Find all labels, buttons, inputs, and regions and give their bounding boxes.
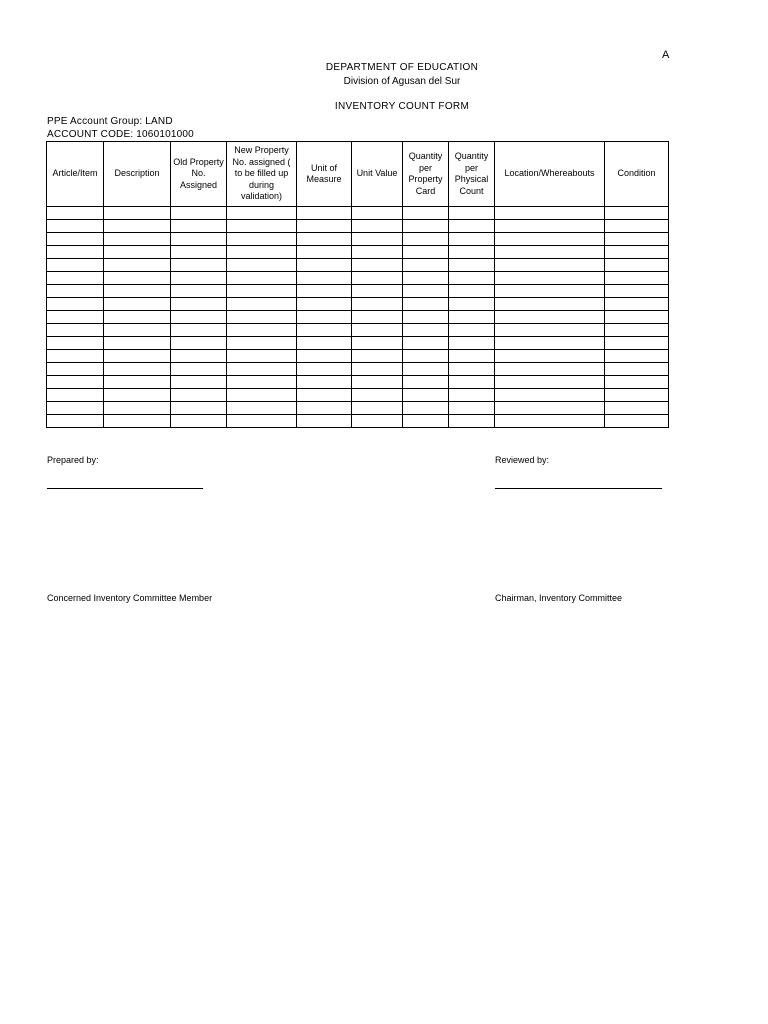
table-cell	[605, 259, 669, 272]
table-cell	[47, 233, 104, 246]
table-row	[47, 402, 669, 415]
table-cell	[352, 272, 403, 285]
table-cell	[47, 285, 104, 298]
table-cell	[104, 337, 171, 350]
table-cell	[297, 220, 352, 233]
reviewed-by-label: Reviewed by:	[495, 455, 550, 465]
table-cell	[403, 389, 449, 402]
table-cell	[104, 272, 171, 285]
table-cell	[495, 402, 605, 415]
table-cell	[449, 311, 495, 324]
table-cell	[297, 311, 352, 324]
table-cell	[227, 311, 297, 324]
col-qty-property-card: Quantity per Property Card	[403, 142, 449, 207]
table-cell	[104, 220, 171, 233]
table-cell	[605, 311, 669, 324]
col-unit-value: Unit Value	[352, 142, 403, 207]
table-cell	[171, 272, 227, 285]
table-cell	[449, 402, 495, 415]
table-cell	[47, 389, 104, 402]
table-header-row	[47, 142, 669, 207]
form-title: INVENTORY COUNT FORM	[334, 101, 470, 112]
table-cell	[47, 246, 104, 259]
table-cell	[104, 402, 171, 415]
table-cell	[352, 285, 403, 298]
table-cell	[449, 272, 495, 285]
table-cell	[352, 311, 403, 324]
table-cell	[449, 246, 495, 259]
table-cell	[297, 337, 352, 350]
table-cell	[297, 259, 352, 272]
table-cell	[605, 285, 669, 298]
table-cell	[47, 363, 104, 376]
table-cell	[297, 389, 352, 402]
table-cell	[605, 220, 669, 233]
table-cell	[352, 220, 403, 233]
table-cell	[104, 324, 171, 337]
table-cell	[352, 402, 403, 415]
table-row	[47, 363, 669, 376]
table-cell	[352, 337, 403, 350]
table-cell	[227, 285, 297, 298]
table-row	[47, 246, 669, 259]
table-cell	[495, 285, 605, 298]
table-cell	[352, 298, 403, 311]
table-cell	[47, 350, 104, 363]
table-cell	[227, 415, 297, 428]
table-cell	[47, 259, 104, 272]
table-cell	[227, 350, 297, 363]
table-cell	[495, 259, 605, 272]
table-cell	[449, 259, 495, 272]
table-row	[47, 272, 669, 285]
table-cell	[297, 233, 352, 246]
table-cell	[449, 337, 495, 350]
table-cell	[104, 376, 171, 389]
table-cell	[171, 337, 227, 350]
table-cell	[495, 376, 605, 389]
table-cell	[605, 415, 669, 428]
col-article-item: Article/Item	[47, 142, 104, 207]
table-cell	[47, 207, 104, 220]
table-cell	[352, 389, 403, 402]
table-cell	[171, 311, 227, 324]
table-cell	[297, 272, 352, 285]
table-cell	[605, 207, 669, 220]
table-cell	[403, 285, 449, 298]
table-cell	[403, 350, 449, 363]
table-cell	[495, 298, 605, 311]
table-cell	[297, 402, 352, 415]
table-row	[47, 376, 669, 389]
table-cell	[297, 207, 352, 220]
table-cell	[605, 298, 669, 311]
table-cell	[403, 324, 449, 337]
table-row	[47, 207, 669, 220]
table-cell	[495, 233, 605, 246]
table-cell	[449, 233, 495, 246]
col-qty-physical-count: Quantity per Physical Count	[449, 142, 495, 207]
table-cell	[495, 311, 605, 324]
col-new-property-no: New Property No. assigned ( to be filled up during validation)	[227, 142, 297, 207]
table-cell	[403, 233, 449, 246]
table-cell	[605, 376, 669, 389]
table-cell	[605, 272, 669, 285]
table-cell	[227, 233, 297, 246]
table-cell	[171, 259, 227, 272]
table-cell	[449, 220, 495, 233]
table-cell	[171, 298, 227, 311]
table-row	[47, 337, 669, 350]
table-cell	[449, 324, 495, 337]
table-cell	[227, 246, 297, 259]
table-cell	[47, 220, 104, 233]
table-cell	[47, 324, 104, 337]
table-cell	[605, 337, 669, 350]
table-cell	[171, 246, 227, 259]
table-cell	[171, 415, 227, 428]
table-cell	[47, 376, 104, 389]
table-cell	[403, 311, 449, 324]
table-row	[47, 285, 669, 298]
table-cell	[449, 285, 495, 298]
table-cell	[104, 207, 171, 220]
col-unit-of-measure: Unit of Measure	[297, 142, 352, 207]
table-cell	[352, 363, 403, 376]
table-cell	[495, 220, 605, 233]
table-cell	[171, 376, 227, 389]
table-cell	[227, 337, 297, 350]
table-row	[47, 220, 669, 233]
table-cell	[171, 220, 227, 233]
table-cell	[104, 246, 171, 259]
prepared-role: Concerned Inventory Committee Member	[47, 593, 213, 603]
table-row	[47, 311, 669, 324]
table-cell	[104, 298, 171, 311]
table-cell	[495, 207, 605, 220]
table-row	[47, 259, 669, 272]
table-cell	[227, 259, 297, 272]
table-row	[47, 233, 669, 246]
table-cell	[171, 207, 227, 220]
table-cell	[227, 324, 297, 337]
table-cell	[227, 220, 297, 233]
table-cell	[403, 376, 449, 389]
table-cell	[449, 376, 495, 389]
col-condition: Condition	[605, 142, 669, 207]
table-cell	[495, 389, 605, 402]
table-cell	[605, 350, 669, 363]
table-row	[47, 415, 669, 428]
table-cell	[47, 337, 104, 350]
table-cell	[47, 298, 104, 311]
table-cell	[227, 376, 297, 389]
table-cell	[171, 402, 227, 415]
table-cell	[403, 363, 449, 376]
table-cell	[605, 402, 669, 415]
table-cell	[227, 272, 297, 285]
table-row	[47, 389, 669, 402]
table-cell	[605, 389, 669, 402]
table-cell	[227, 298, 297, 311]
table-cell	[104, 311, 171, 324]
table-cell	[403, 220, 449, 233]
table-cell	[605, 233, 669, 246]
table-cell	[47, 402, 104, 415]
table-cell	[449, 350, 495, 363]
table-cell	[495, 363, 605, 376]
table-cell	[171, 285, 227, 298]
reviewed-signature-line	[495, 488, 662, 489]
inventory-table	[46, 141, 669, 428]
table-cell	[403, 259, 449, 272]
table-cell	[605, 324, 669, 337]
table-cell	[449, 389, 495, 402]
table-cell	[171, 363, 227, 376]
table-cell	[403, 272, 449, 285]
table-cell	[352, 259, 403, 272]
table-cell	[352, 246, 403, 259]
col-location: Location/Whereabouts	[495, 142, 605, 207]
table-cell	[171, 233, 227, 246]
table-cell	[104, 415, 171, 428]
table-cell	[605, 363, 669, 376]
table-cell	[297, 415, 352, 428]
table-cell	[403, 337, 449, 350]
table-cell	[352, 415, 403, 428]
table-cell	[104, 285, 171, 298]
table-cell	[297, 376, 352, 389]
table-cell	[297, 246, 352, 259]
table-cell	[297, 363, 352, 376]
table-cell	[104, 363, 171, 376]
table-cell	[403, 415, 449, 428]
prepared-by-label: Prepared by:	[47, 455, 99, 465]
table-cell	[297, 298, 352, 311]
table-cell	[403, 207, 449, 220]
table-cell	[227, 389, 297, 402]
table-cell	[495, 324, 605, 337]
prepared-signature-line	[47, 488, 203, 489]
table-cell	[403, 246, 449, 259]
table-cell	[449, 363, 495, 376]
table-cell	[297, 350, 352, 363]
table-cell	[352, 376, 403, 389]
table-cell	[495, 272, 605, 285]
account-group: PPE Account Group: LAND	[47, 116, 173, 127]
table-cell	[47, 272, 104, 285]
table-cell	[104, 389, 171, 402]
reviewed-role: Chairman, Inventory Committee	[495, 593, 623, 603]
table-cell	[495, 246, 605, 259]
table-cell	[403, 298, 449, 311]
table-row	[47, 298, 669, 311]
table-cell	[403, 402, 449, 415]
table-body	[47, 207, 669, 428]
table-cell	[47, 415, 104, 428]
table-cell	[227, 207, 297, 220]
division-subtitle: Division of Agusan del Sur	[343, 76, 461, 87]
table-cell	[352, 233, 403, 246]
table-cell	[449, 207, 495, 220]
table-cell	[297, 285, 352, 298]
table-cell	[227, 363, 297, 376]
table-cell	[352, 324, 403, 337]
table-cell	[605, 246, 669, 259]
table-cell	[227, 402, 297, 415]
col-description: Description	[104, 142, 171, 207]
table-cell	[104, 233, 171, 246]
table-cell	[352, 350, 403, 363]
table-row	[47, 324, 669, 337]
col-old-property-no: Old Property No. Assigned	[171, 142, 227, 207]
account-code: ACCOUNT CODE: 1060101000	[47, 129, 194, 140]
table-cell	[495, 350, 605, 363]
department-title: DEPARTMENT OF EDUCATION	[325, 62, 479, 73]
table-cell	[297, 324, 352, 337]
table-cell	[171, 350, 227, 363]
table-cell	[171, 324, 227, 337]
corner-mark: A	[662, 49, 670, 61]
table-cell	[47, 311, 104, 324]
table-cell	[352, 207, 403, 220]
table-cell	[449, 415, 495, 428]
table-row	[47, 350, 669, 363]
table-cell	[449, 298, 495, 311]
table-cell	[171, 389, 227, 402]
table-cell	[495, 337, 605, 350]
table-cell	[104, 350, 171, 363]
table-cell	[495, 415, 605, 428]
table-cell	[104, 259, 171, 272]
